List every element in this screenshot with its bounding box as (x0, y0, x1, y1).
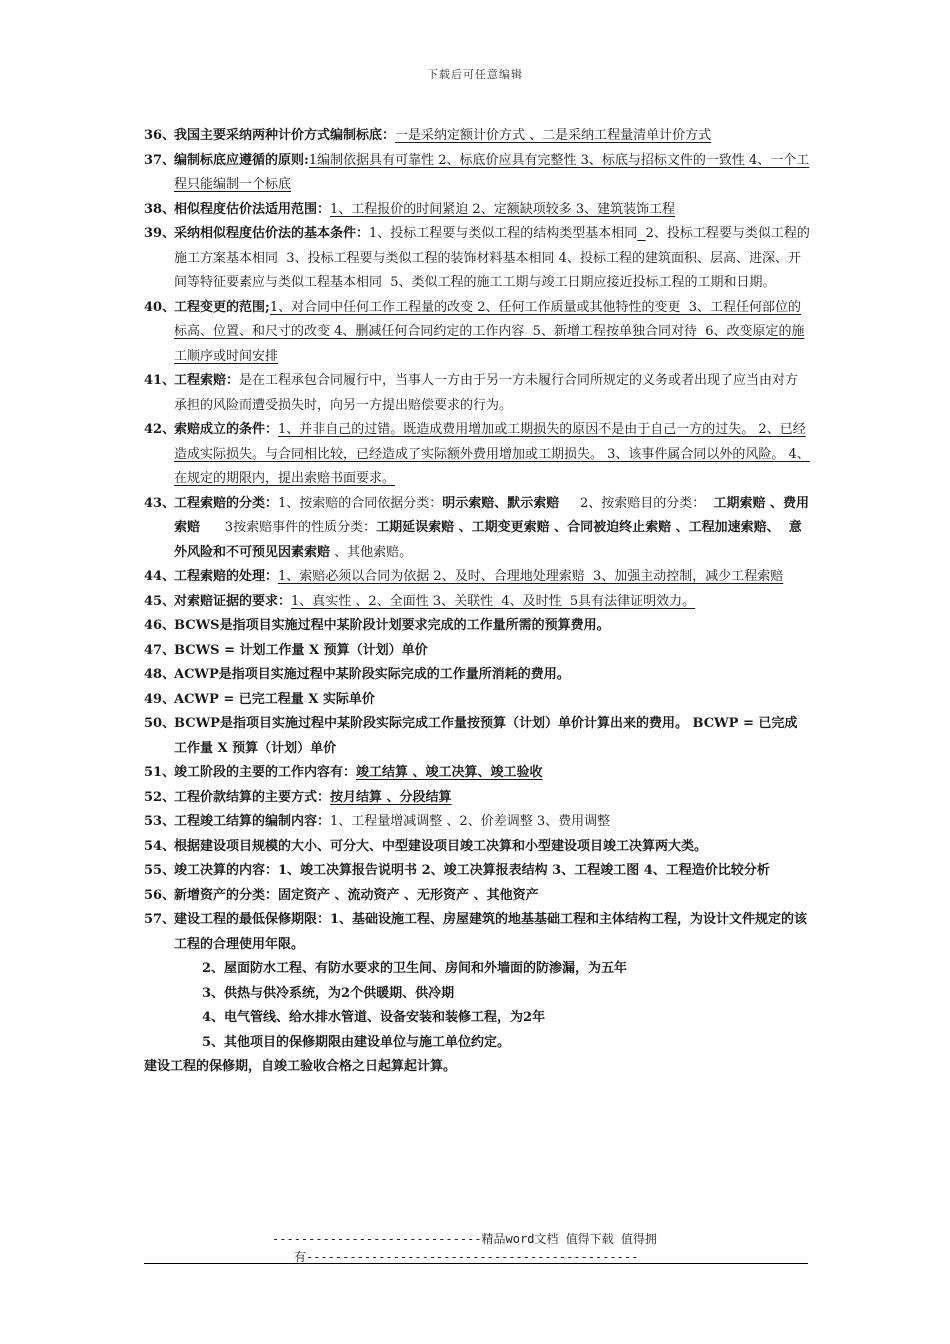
list-item (144, 688, 810, 713)
sub-item: 4、电气管线、给水排水管道、设备安装和装修工程，为2年 (202, 1010, 546, 1025)
page-header: 下载后可任意编辑 (427, 68, 523, 81)
item-number: 55、 (144, 863, 176, 878)
item-title: 新增资产的分类：固定资产 、流动资产 、无形资产 、其他资产 (174, 887, 539, 903)
item-title: ACWP是指项目实施过程中某阶段实际完成的工作量所消耗的费用。 (174, 667, 570, 682)
item-text: 1、并非自己的过错。既造成费用增加或工期损失的原因不是由于自己一方的过失。 2、已经造成实际损失。与合同相比较，已经造成了实际额外费用增加或工期损失。 3、该事件属合同以外的风险。 4、在规定的期限内，提出索赔书面要求。 (174, 422, 810, 486)
item-title: 工程索赔的处理： (174, 569, 279, 584)
item-number: 41、 (144, 373, 176, 388)
item-number: 40、 (144, 299, 176, 315)
sub-item: 3、供热与供冷系统，为2个供暖期、供冷期 (202, 985, 455, 1001)
item-number: 38、 (144, 201, 176, 217)
item-title: 工程价款结算的主要方式： (174, 789, 331, 805)
list-item (144, 418, 810, 492)
item-title: 工程索赔的分类： (174, 495, 279, 511)
item-text: 1、工程报价的时间紧迫 2、定额缺项较多 3、建筑装饰工程 (330, 201, 676, 217)
list-item (144, 663, 810, 688)
item-text: 1、投标工程要与类似工程的结构类型基本相同 (369, 226, 638, 241)
item-number: 43、 (144, 495, 176, 511)
item-text: 1、索赔必须以合同为依据 2、及时、合理地处理索赔 3、加强主动控制，减少工程索赔 (278, 569, 784, 584)
item-text: 1、真实性 、2、全面性 3、关联性 4、及时性 5具有法律证明效力。 (291, 593, 696, 609)
item-title: 工程索赔： (174, 373, 240, 388)
list-item (144, 639, 810, 664)
item-title: 采纳相似程度估价法的基本条件： (174, 226, 370, 241)
list-item (144, 712, 810, 761)
warranty-sub-list (144, 957, 810, 1055)
item-title: 工程变更的范围; (174, 299, 270, 315)
item-number: 46、 (144, 618, 176, 633)
item-number: 39、 (144, 226, 176, 241)
item-title: ACWP = 已完工程量 X 实际单价 (174, 691, 375, 707)
list-item (144, 590, 810, 615)
item-text: 是在工程承包合同履行中，当事人一方由于另一方未履行合同所规定的义务或者出现了应当由对方承担的风险而遭受损失时，向另一方提出赔偿要求的行为。 (174, 373, 799, 413)
item-text: 、其他索赔。 (330, 544, 413, 560)
item-number: 51、 (144, 765, 176, 780)
item-text: 工期索赔 、费用索赔 (174, 495, 810, 535)
item-number: 37、 (144, 152, 176, 168)
item-list (144, 124, 810, 957)
item-number: 44、 (144, 569, 176, 584)
item-text: 1、工程量增减调整 、2、价差调整 3、费用调整 (330, 814, 611, 829)
list-item (144, 149, 810, 198)
item-text: 2、投标工程要与类似工程的施工方案基本相同 3、投标工程要与类似工程的装饰材料基本相同 4、投标工程的建筑面积、层高、进深、开间等特征要素应与类似工程基本相同 5、类似工程的施工工期与竣工日期应接近投标工程的工期和日期。 (174, 226, 810, 290)
item-number: 50、 (144, 716, 176, 731)
list-item (144, 369, 810, 418)
list-item (144, 859, 810, 884)
footer-line-2: 有---------------------------------------------- (294, 1250, 639, 1264)
sub-item: 5、其他项目的保修期限由建设单位与施工单位约定。 (202, 1034, 511, 1050)
closing-sentence: 建设工程的保修期，自竣工验收合格之日起算起计算。 (144, 1059, 457, 1074)
item-title: 编制标底应遵循的原则: (174, 152, 309, 168)
item-text: 工期延误索赔 、工期变更索赔 、合同被迫终止索赔 、工程加速索赔、 意外风险和不可预见因素索赔 (174, 520, 802, 560)
item-text: 1编制依据具有可靠性 2、标底价应具有完整性 3、标底与招标文件的一致性 4、一个工程只能编制一个标底 (174, 152, 810, 192)
item-number: 48、 (144, 667, 176, 682)
item-number: 36、 (144, 128, 176, 143)
item-text: 1、按索赔的合同依据分类： (278, 495, 443, 511)
item-number: 57、 (144, 912, 176, 927)
item-number: 53、 (144, 814, 176, 829)
item-number: 49、 (144, 691, 176, 707)
footer-line-1: -----------------------------精品word文档 值得下载 值得拥 (272, 1232, 657, 1246)
document-body (144, 124, 810, 1080)
item-number: 56、 (144, 887, 176, 903)
list-item (144, 908, 810, 957)
item-title: 相似程度估价法适用范围： (174, 201, 331, 217)
page-footer (144, 1230, 810, 1266)
item-title: BCWS是指项目实施过程中某阶段计划要求完成的工作量所需的预算费用。 (174, 618, 610, 633)
item-title: 对索赔证据的要求： (174, 593, 292, 609)
list-item (144, 810, 810, 835)
list-item (144, 614, 810, 639)
item-title: 工程竣工结算的编制内容： (174, 814, 331, 829)
item-title: 竣工阶段的主要的工作内容有： (174, 765, 357, 780)
list-item (144, 565, 810, 590)
item-number: 52、 (144, 789, 176, 805)
sub-item: 2、屋面防水工程、有防水要求的卫生间、房间和外墙面的防渗漏，为五年 (202, 961, 628, 976)
list-item (144, 222, 810, 296)
item-title: BCWS = 计划工作量 X 预算（计划）单价 (174, 642, 428, 658)
list-item (144, 198, 810, 223)
item-title: 建设工程的最低保修期限：1、基础设施工程、房屋建筑的地基基础工程和主体结构工程，为设计文件规定的该工程的合理使用年限。 (174, 912, 808, 952)
item-text: 一是采纳定额计价方式 、二是采纳工程量清单计价方式 (395, 128, 712, 143)
item-title: 竣工决算的内容：1、竣工决算报告说明书 2、竣工决算报表结构 3、工程竣工图 4、工程造价比较分析 (174, 863, 770, 878)
item-title: BCWP是指项目实施过程中某阶段实际完成工作量按预算（计划）单价计算出来的费用。 BCWP = 已完成工作量 X 预算（计划）单价 (174, 716, 798, 756)
item-number: 47、 (144, 642, 176, 658)
list-item (144, 492, 810, 566)
list-item (144, 786, 810, 811)
item-number: 54、 (144, 838, 176, 854)
item-number: 45、 (144, 593, 176, 609)
item-title: 我国主要采纳两种计价方式编制标底： (174, 128, 396, 143)
item-text: 明示索赔、默示索赔 (442, 495, 560, 511)
item-title: 索赔成立的条件： (174, 422, 279, 437)
item-text: 竣工结算 、竣工决算、竣工验收 (356, 765, 543, 780)
footer-rule (144, 1263, 808, 1264)
list-item (144, 761, 810, 786)
item-text (637, 226, 645, 241)
item-text: 3按索赔事件的性质分类： (200, 520, 377, 535)
list-item (144, 124, 810, 149)
item-text: 2、按索赔目的分类： (559, 495, 714, 511)
item-number: 42、 (144, 422, 176, 437)
list-item (144, 835, 810, 860)
list-item (144, 884, 810, 909)
item-text: 1、对合同中任何工作工程量的改变 2、任何工作质量或其他特性的变更 3、工程任何部位的标高、位置、和尺寸的改变 4、删减任何合同约定的工作内容 5、新增工程按单独合同对待 6、改变原定的施工顺序或时间安排 (174, 299, 805, 364)
item-title: 根据建设项目规模的大小、可分大、中型建设项目竣工决算和小型建设项目竣工决算两大类。 (174, 838, 708, 854)
list-item (144, 296, 810, 370)
item-text: 按月结算 、分段结算 (330, 789, 452, 805)
